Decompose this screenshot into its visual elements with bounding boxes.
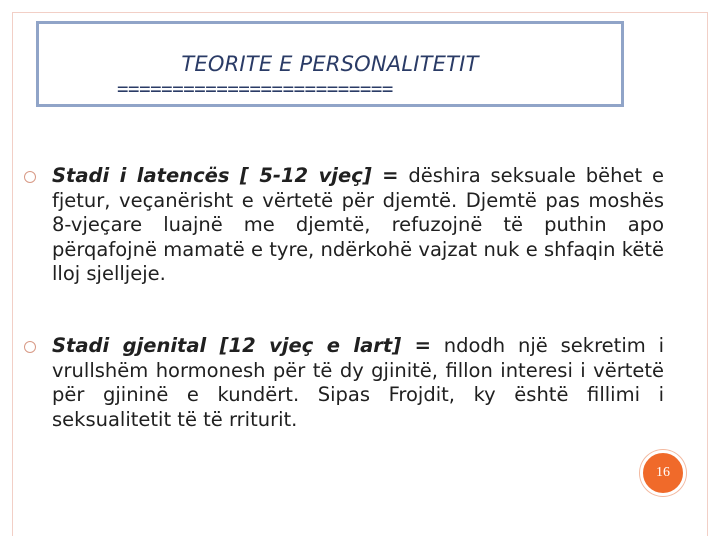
title-box <box>36 21 624 107</box>
bullet-term: Stadi i latencës [ 5-12 vjeç] = <box>52 164 399 187</box>
bullet-marker-icon <box>24 171 36 183</box>
bullet-marker-icon <box>24 341 36 353</box>
bullet-genital-stage <box>52 334 664 432</box>
title-underline-rule: ========================= <box>117 78 393 100</box>
bullet-text: dëshira seksuale bëhet e fjetur, veçanërisht e vërtetë për djemtë. Djemtë pas moshës 8-vjeçare luajnë me djemtë, refuzojnë të puthin apo përqafojnë mamatë e tyre, ndërkohë vajzat nuk e shfaqin këtë lloj sjelljeje. <box>52 164 664 285</box>
bullet-latency-stage <box>52 164 664 287</box>
bullet-text: ndodh një sekretim i vrullshëm hormonesh për të dy gjinitë, fillon interesi i vërtetë për gjininë e kundërt. Sipas Frojdit, ky është fillimi i seksualitetit të të rriturit. <box>52 334 665 431</box>
slide-title: TEORITE E PERSONALITETIT <box>181 52 479 76</box>
bullet-term: Stadi gjenital [12 vjeç e lart] = <box>52 334 431 357</box>
page-number-badge: 16 <box>640 450 686 496</box>
